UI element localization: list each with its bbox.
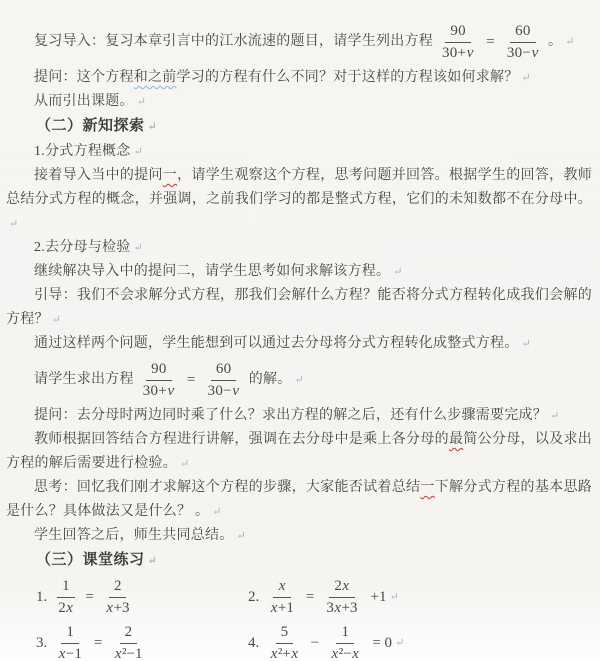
fraction-denominator: 30−v xyxy=(506,44,539,61)
equation-tail: = 0 xyxy=(372,635,393,651)
paragraph-review-intro xyxy=(6,18,592,66)
operator: = xyxy=(305,589,315,605)
operator: = xyxy=(93,635,103,651)
fraction-numerator: 2x xyxy=(329,577,354,598)
fraction-denominator: x−1 xyxy=(58,645,82,661)
text-run: 接着导入当中的提问 xyxy=(34,168,163,183)
text-run: 从而引出课题。 xyxy=(34,94,134,109)
fraction xyxy=(321,577,362,618)
equation-tail: +1 xyxy=(370,589,387,605)
fraction-denominator: 30+v xyxy=(142,382,175,399)
paragraph-mark: ↵ xyxy=(521,338,531,350)
operator: − xyxy=(310,635,320,651)
fraction-numerator: 60 xyxy=(510,22,536,43)
fraction-denominator: 2x xyxy=(58,599,73,616)
paragraph-solve-equation xyxy=(6,356,592,404)
grammar-flagged-text: 和之前 xyxy=(133,70,177,85)
fraction-numerator: 5 xyxy=(276,623,294,644)
paragraph-mark: ↵ xyxy=(565,36,575,48)
fraction xyxy=(53,623,87,661)
paragraph-lead-to-topic xyxy=(6,90,592,114)
fraction xyxy=(109,623,147,661)
fraction-denominator: 30−v xyxy=(207,382,240,399)
paragraph-mark: ↵ xyxy=(136,96,146,108)
paragraph-mark: ↵ xyxy=(395,637,405,649)
paragraph-question-steps xyxy=(6,404,592,428)
paragraph-mark: ↵ xyxy=(147,121,157,133)
fraction xyxy=(265,623,303,661)
fraction xyxy=(53,577,78,618)
text-run: 。 xyxy=(548,34,563,49)
fraction-denominator: x²−1 xyxy=(114,645,143,661)
fraction-numerator: 1 xyxy=(336,623,354,644)
paragraph-mark: ↵ xyxy=(550,410,560,422)
fraction-numerator: 90 xyxy=(146,360,172,381)
paragraph-mark: ↵ xyxy=(180,458,190,470)
fraction-numerator: 1 xyxy=(57,577,75,598)
exercise-1 xyxy=(36,576,248,618)
paragraph-mark: ↵ xyxy=(133,242,143,254)
paragraph-mark: ↵ xyxy=(147,555,157,567)
fraction-90-over-30-plus-v xyxy=(437,22,479,63)
section-heading-2-new-knowledge xyxy=(6,114,592,140)
fraction-numerator: 90 xyxy=(445,22,471,43)
spellcheck-flagged-text: 一 xyxy=(420,480,435,495)
operator: = xyxy=(85,589,94,605)
subheading-text: 2.去分母与检验 xyxy=(34,240,131,255)
text-run: 引导：我们不会求解分式方程，那我们会解什么方程？能否将分式方程转化成我们会解的方程？ xyxy=(6,288,592,327)
exercise-4 xyxy=(248,622,592,661)
fraction xyxy=(265,577,299,618)
paragraph-concept-explanation xyxy=(6,164,592,236)
text-run: 学习的方程有什么不同？对于这样的方程该如何求解？ xyxy=(176,70,519,85)
text-run: 提问：去分母时两边同时乘了什么？求出方程的解之后，还有什么步骤需要完成？ xyxy=(34,408,547,423)
paragraph-summary xyxy=(6,524,592,548)
fraction-denominator: x+1 xyxy=(270,599,294,616)
text-run: 下解分式方程的基本思路是什么？具体做法又是什么？ 。 xyxy=(6,480,593,519)
equals-sign: = xyxy=(486,34,495,50)
fraction-denominator: 30+v xyxy=(442,44,474,61)
paragraph-reflection xyxy=(6,476,592,524)
paragraph-guide xyxy=(6,284,592,332)
paragraph-two-questions xyxy=(6,332,592,356)
text-run: 通过这样两个问题，学生能想到可以通过去分母将分式方程转化成整式方程。 xyxy=(34,336,519,351)
exercise-3 xyxy=(36,622,248,661)
heading-text: （三）课堂练习 xyxy=(36,552,145,568)
fraction-denominator: x²−x xyxy=(331,645,359,661)
paragraph-question-1 xyxy=(6,66,592,90)
fraction-denominator: x²+x xyxy=(270,645,299,661)
fraction-90-over-30-plus-v xyxy=(138,360,180,401)
fraction-numerator: 60 xyxy=(211,360,237,381)
fraction-numerator: 2 xyxy=(120,623,138,644)
paragraph-mark: ↵ xyxy=(521,72,531,84)
fraction-60-over-30-minus-v xyxy=(502,22,544,63)
fraction-numerator: 1 xyxy=(61,623,79,644)
exercise-list xyxy=(6,576,592,661)
fraction-numerator: x xyxy=(273,577,291,598)
text-run: 思考：回忆我们刚才求解这个方程的步骤，大家能否试着总结 xyxy=(34,480,421,495)
fraction-denominator: 3x+3 xyxy=(326,599,358,616)
fraction-denominator: x+3 xyxy=(106,599,130,616)
paragraph-mark: ↵ xyxy=(212,506,222,518)
equals-sign: = xyxy=(186,372,196,388)
paragraph-mark: ↵ xyxy=(393,266,403,278)
spellcheck-flagged-text: 一 xyxy=(162,168,178,183)
text-run: 请学生求出方程 xyxy=(34,372,134,387)
heading-text: （二）新知探索 xyxy=(36,118,145,134)
text-run: 的解。 xyxy=(248,372,292,387)
fraction-numerator: 2 xyxy=(109,577,127,598)
text-run: 继续解决导入中的提问二，请学生思考如何求解该方程。 xyxy=(34,264,391,279)
paragraph-mark: ↵ xyxy=(51,314,61,326)
paragraph-mark: ↵ xyxy=(294,374,304,386)
exercise-number: 1. xyxy=(36,589,48,605)
subheading-text: 1.分式方程概念 xyxy=(34,144,131,159)
text-run: 复习导入：复习本章引言中的江水流速的题目，请学生列出方程 xyxy=(34,34,433,49)
subheading-1-concept xyxy=(6,140,592,164)
exercise-number: 4. xyxy=(248,635,260,651)
text-run: ，请学生观察这个方程，思考问题并回答。根据学生的回答，教师总结分式方程的概念，并强调，之前我们学习的都是整式方程，它们的未知数都不在分母中。 xyxy=(6,168,593,207)
text-run: 提问：这个方程 xyxy=(34,70,134,85)
text-run: 学生回答之后，师生共同总结。 xyxy=(34,528,234,543)
paragraph-mark: ↵ xyxy=(133,146,143,158)
section-heading-3-classroom-practice xyxy=(6,548,592,574)
paragraph-mark: ↵ xyxy=(389,591,399,603)
paragraph-teacher-explains xyxy=(6,428,592,476)
exercise-2 xyxy=(248,576,592,618)
paragraph-mark: ↵ xyxy=(236,530,246,542)
fraction-60-over-30-minus-v xyxy=(203,360,245,401)
paragraph-mark: ↵ xyxy=(9,218,19,230)
fraction xyxy=(101,577,135,618)
paragraph-continue-question-2 xyxy=(6,260,592,284)
exercise-number: 2. xyxy=(248,589,260,605)
fraction xyxy=(326,623,364,661)
subheading-2-denominator-check xyxy=(6,236,592,260)
exercise-number: 3. xyxy=(36,635,48,651)
spellcheck-flagged-text: 最 xyxy=(448,432,464,447)
text-run: 教师根据回答结合方程进行讲解，强调在去分母中是乘上各分母的 xyxy=(34,432,449,447)
text-run: 简公分母，以及求出方程的解后需要进行检验。 xyxy=(6,432,593,471)
